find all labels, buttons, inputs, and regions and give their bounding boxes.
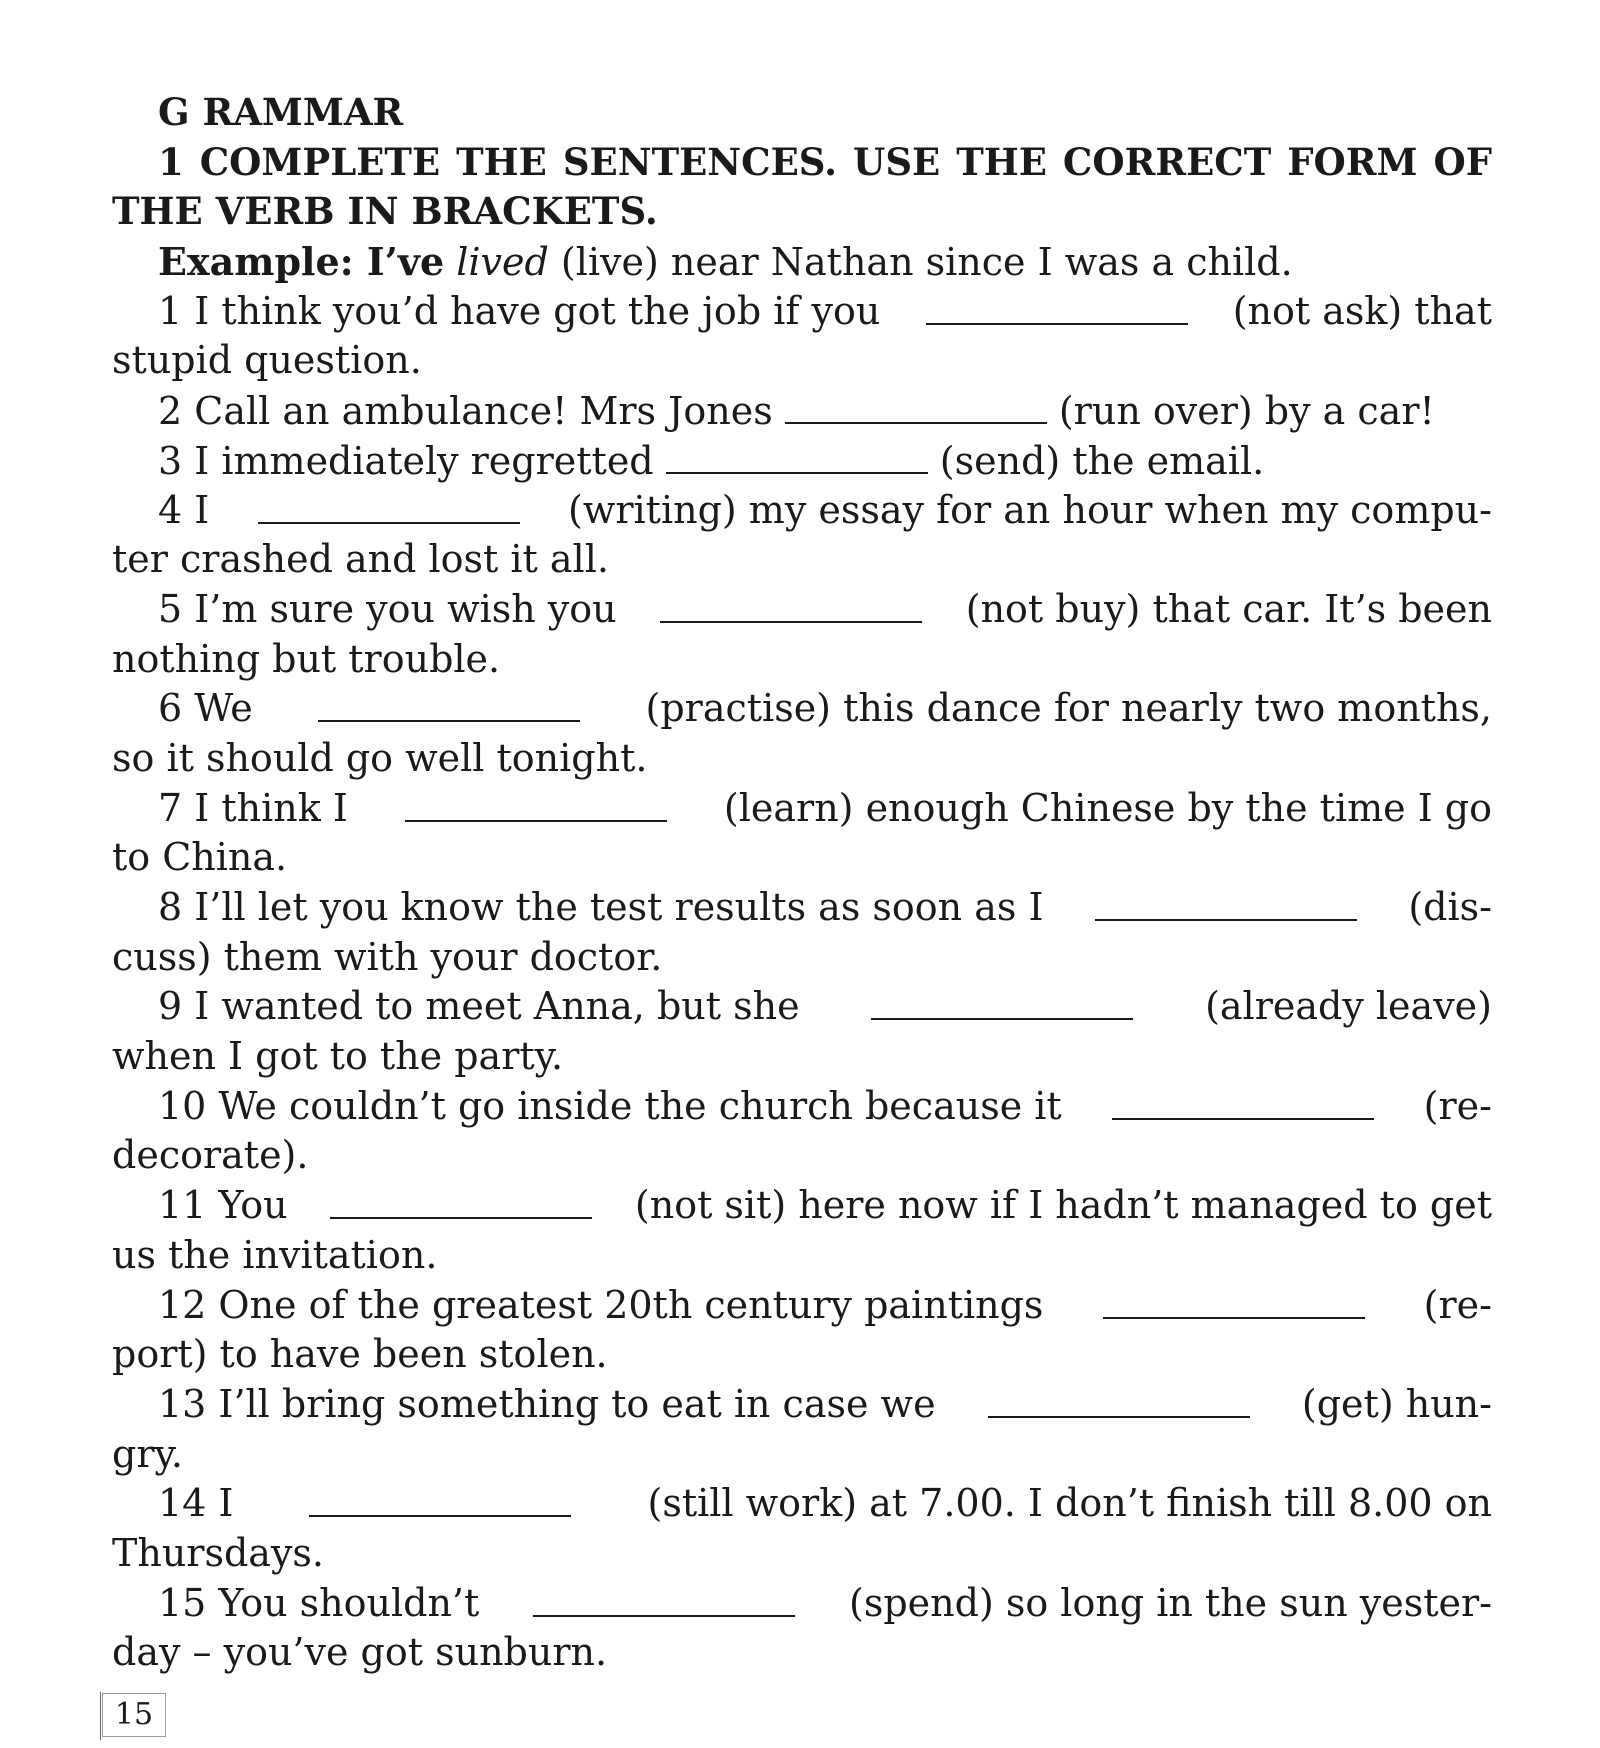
- sentence-15-cont: day – you’ve got sunburn.: [112, 1630, 608, 1675]
- sentence-15: 15 You shouldn’t (spend) so long in the sun yester-: [158, 1580, 1492, 1625]
- answer-blank-11[interactable]: [330, 1181, 592, 1219]
- sentence-5: 5 I’m sure you wish you (not buy) that car. It’s been: [158, 586, 1492, 631]
- task-instruction-line-2: THE VERB IN BRACKETS.: [112, 189, 658, 234]
- task-instruction-line-1: 1 COMPLETE THE SENTENCES. USE THE CORRECT FORM OF: [158, 139, 1492, 184]
- sentence-1: 1 I think you’d have got the job if you (not ask) that: [158, 288, 1492, 333]
- sentence-8: 8 I’ll let you know the test results as soon as I (dis-: [158, 885, 1492, 929]
- example-label: Example: I’ve: [158, 239, 445, 285]
- example-answer: lived: [456, 240, 549, 285]
- answer-blank-10[interactable]: [1112, 1082, 1374, 1120]
- answer-blank-14[interactable]: [309, 1479, 571, 1517]
- sentence-12: 12 One of the greatest 20th century paintings (re-: [158, 1282, 1492, 1327]
- answer-blank-7[interactable]: [405, 784, 667, 822]
- sentence-11: 11 You (not sit) here now if I hadn’t managed to get: [158, 1183, 1492, 1228]
- answer-blank-1[interactable]: [926, 287, 1188, 325]
- sentence-12-cont: port) to have been stolen.: [112, 1332, 608, 1377]
- sentence-8-cont: cuss) them with your doctor.: [112, 934, 663, 979]
- sentence-14: 14 I (still work) at 7.00. I don’t finish till 8.00 on: [158, 1481, 1492, 1526]
- answer-blank-8[interactable]: [1095, 883, 1357, 921]
- answer-blank-9[interactable]: [871, 982, 1133, 1020]
- sentence-4: 4 I (writing) my essay for an hour when my compu-: [158, 487, 1492, 532]
- sentence-2: 2 Call an ambulance! Mrs Jones (run over) by a car!: [112, 386, 1492, 436]
- sentence-14-cont: Thursdays.: [112, 1530, 324, 1575]
- section-title: G RAMMAR: [158, 90, 404, 134]
- answer-blank-13[interactable]: [988, 1380, 1250, 1418]
- sentence-11-cont: us the invitation.: [112, 1232, 438, 1277]
- answer-blank-12[interactable]: [1103, 1281, 1365, 1319]
- sentence-9-cont: when I got to the party.: [112, 1034, 564, 1079]
- answer-blank-3[interactable]: [666, 436, 928, 474]
- answer-blank-5[interactable]: [660, 585, 922, 623]
- sentence-13-cont: gry.: [112, 1431, 183, 1476]
- sentence-7: 7 I think I (learn) enough Chinese by the time I go: [158, 785, 1492, 830]
- sentence-10-cont: decorate).: [112, 1133, 309, 1178]
- sentence-1-cont: stupid question.: [112, 338, 422, 383]
- answer-blank-15[interactable]: [533, 1579, 795, 1617]
- example-rest: (live) near Nathan since I was a child.: [548, 240, 1293, 285]
- sentence-6: 6 We (practise) this dance for nearly two months,: [158, 686, 1492, 731]
- sentence-3: 3 I immediately regretted (send) the email.: [112, 436, 1492, 486]
- answer-blank-2[interactable]: [785, 386, 1047, 424]
- answer-blank-4[interactable]: [258, 486, 520, 524]
- sentence-4-cont: ter crashed and lost it all.: [112, 537, 609, 582]
- sentence-13: 13 I’ll bring something to eat in case we (get) hun-: [158, 1381, 1492, 1426]
- sentence-9: 9 I wanted to meet Anna, but she (already leave): [158, 984, 1492, 1029]
- grammar-exercise: [112, 88, 1492, 1678]
- page-number: 15: [102, 1693, 166, 1737]
- sentence-6-cont: so it should go well tonight.: [112, 735, 648, 780]
- sentence-10: 10 We couldn’t go inside the church because it (re-: [158, 1083, 1492, 1128]
- answer-blank-6[interactable]: [318, 684, 580, 722]
- sentence-5-cont: nothing but trouble.: [112, 636, 501, 681]
- sentence-7-cont: to China.: [112, 835, 288, 880]
- example-sentence: [112, 237, 1492, 287]
